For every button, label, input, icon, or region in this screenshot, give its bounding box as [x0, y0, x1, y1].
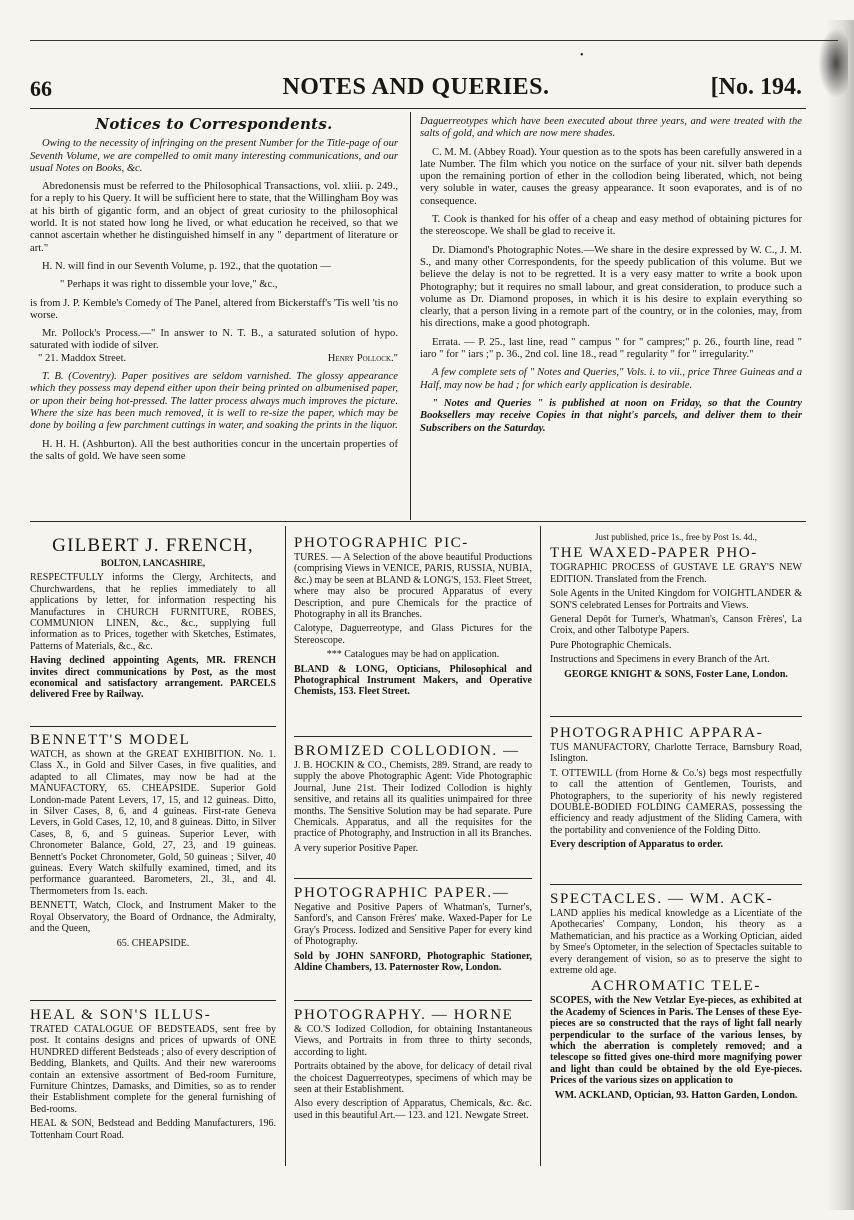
- header-rule: [30, 108, 806, 109]
- publication-title: NOTES AND QUERIES.: [282, 74, 550, 100]
- ad-paper: [294, 886, 532, 976]
- ad-apparatus-ottewill: T. OTTEWILL (from Horne & Co.'s) begs most respectfully to call the attention of Gentlemen, Tourists, and Photographers, to the superiority of his newly registered DOUBLE-BODIED FOLDING CAMERAS, possessing the efficiency and ready adjustment of the Sliding Camera, with the portability and convenience of the Folding Ditto.: [550, 767, 802, 836]
- ad-paper-title: PHOTOGRAPHIC PAPER.—: [294, 885, 510, 901]
- ad-waxed-instructions: Instructions and Specimens in every Branch of the Art.: [550, 654, 770, 666]
- ad-collodion-title: BROMIZED COLLODION. —: [294, 743, 520, 759]
- ad-waxed-agents: Sole Agents in the United Kingdom for VOIGHTLANDER & SON'S celebrated Lenses for Portraits and Views.: [550, 588, 802, 611]
- notice-complete-sets: A few complete sets of " Notes and Queries," Vols. i. to vii., price Three Guineas and a Half, may now be had ; for which early application is desirable.: [420, 367, 802, 391]
- ad-rule: [550, 884, 802, 885]
- ad-bennett-address: 65. CHEAPSIDE.: [116, 937, 190, 949]
- ad-horne: [294, 1008, 532, 1124]
- ad-rule: [30, 1000, 276, 1001]
- ad-rule: [294, 1000, 532, 1001]
- pollock-signature-line: [38, 353, 398, 365]
- ad-bennett-footer: BENNETT, Watch, Clock, and Instrument Maker to the Royal Observatory, the Board of Ordnance, the Admiralty, and the Queen,: [30, 900, 276, 935]
- issue-number: [No. 194.: [710, 74, 802, 100]
- ad-horne-title: PHOTOGRAPHY. — HORNE: [294, 1007, 514, 1023]
- pollock-signature: Henry Pollock.": [327, 352, 398, 364]
- ad-pictures: [294, 536, 532, 701]
- notices-right-column: [420, 116, 802, 441]
- ad-bennett-body: WATCH, as shown at the GREAT EXHIBITION. No. 1. Class X., in Gold and Silver Cases, in five qualities, and adapted to all Climates, may now be had at the MANUFACTORY, 65. CHEAPSIDE. Superior Gold London-made Patent Levers, 17, 15, and 12 guineas. Ditto, in Silver Cases, 8, 6, and 4 guineas. First-rate Geneva Levers, in Gold Cases, 12, 10, and 8 guineas. Ditto, in Silver Cases, 8, 6, and 5 guineas. Superior Lever, with Chronometer Balance, Gold, 27, 23, and 19 guineas. Bennett's Pocket Chronometer, Gold, 50 guineas ; Silver, 40 guineas. Every Watch skilfully examined, timed, and its performance guaranteed. Barometers, 2l., 3l., and 4l. Thermometers from 1s. each.: [30, 749, 276, 897]
- section-rule: [30, 521, 806, 522]
- ad-pictures-catalogues: *** Catalogues may be had on application.: [326, 649, 500, 661]
- notices-title: Notices to Correspondents.: [95, 115, 333, 133]
- ad-divider-1: [285, 526, 286, 1166]
- ad-heal-title: HEAL & SON'S ILLUS-: [30, 1007, 212, 1023]
- ad-divider-2: [540, 526, 541, 1166]
- ad-waxed-knight: GEORGE KNIGHT & SONS, Foster Lane, London.: [564, 668, 788, 680]
- ad-collodion-positive: A very superior Positive Paper.: [294, 842, 419, 854]
- notice-pollock: Mr. Pollock's Process.—" In answer to N. T. B., a saturated solution of hypo. saturated with iodide of silver.: [30, 328, 398, 352]
- ad-waxed-body: TOGRAPHIC PROCESS of GUSTAVE LE GRAY'S NEW EDITION. Translated from the French.: [550, 562, 802, 585]
- notices-left-column: [30, 116, 398, 469]
- notice-hn: H. N. will find in our Seventh Volume, p. 192., that the quotation —: [42, 260, 331, 272]
- ad-spectacles: [550, 892, 802, 1104]
- top-rule: [30, 40, 838, 41]
- column-divider: [410, 112, 411, 520]
- ad-collodion-body: J. B. HOCKIN & CO., Chemists, 289. Strand, are ready to supply the above Photographic Agent: Vide Photographic Journal, June 21st. Their Iodized Collodion is highly sensitive, and retains all its qualities unimpaired for three months. The Sensitive Solution may be had separate. Pure Chemicals. Apparatus, and all the requisites for the practice of Photography, and Instruction in all its Branches.: [294, 760, 532, 840]
- ad-bennett: [30, 733, 276, 952]
- ad-telescopes-body: SCOPES, with the New Vetzlar Eye-pieces, as exhibited at the Academy of Sciences in Paris. The Lenses of these Eye-pieces are so constructed that the rays of light fall nearly perpendicular to the surface of the various lenses, by which the aberration is completely removed; and a telescope so fitted gives one-third more magnifying power and light than could be obtained by the old Eye-pieces. Prices of the various sizes on application to: [550, 995, 802, 1087]
- ad-pictures-bland: BLAND & LONG, Opticians, Philosophical and Photographical Instrument Makers, and Operative Chemists, 153. Fleet Street.: [294, 663, 532, 698]
- dot-mark: •: [580, 50, 584, 61]
- ad-waxed-chemicals: Pure Photographic Chemicals.: [550, 639, 672, 651]
- ad-apparatus: [550, 726, 802, 854]
- ad-apparatus-title: PHOTOGRAPHIC APPARA-: [550, 725, 764, 741]
- ink-blot: [818, 28, 848, 98]
- ad-collodion: [294, 744, 532, 857]
- notice-title-page: Owing to the necessity of infringing on the present Number for the Title-page of our Seventh Volume, we are compelled to omit many interesting communications, and our usual Notes on Books, &c.: [30, 138, 398, 174]
- ad-apparatus-body: TUS MANUFACTORY, Charlotte Terrace, Barnsbury Road, Islington.: [550, 742, 802, 765]
- notice-coventry: T. B. (Coventry). Paper positives are seldom varnished. The glossy appearance which they possess may depend either upon their being printed on albumenised paper, or upon their being hot-pressed. The latter process always much improves the picture. Where the size has been much removed, it is well to re-size the paper, which may be done by boiling a few parchment cuttings in water, and soaking the prints in the liquor.: [30, 371, 398, 432]
- ad-horne-apparatus: Also every description of Apparatus, Chemicals, &c. &c. used in this beautiful Art.— 123. and 121. Newgate Street.: [294, 1098, 532, 1121]
- ad-spectacles-title: SPECTACLES. — WM. ACK-: [550, 891, 774, 907]
- ad-telescopes-title: ACHROMATIC TELE-: [591, 978, 761, 995]
- notice-cook: T. Cook is thanked for his offer of a cheap and easy method of obtaining pictures for the stereoscope. We shall be glad to receive it.: [420, 214, 802, 238]
- ad-pictures-calotype: Calotype, Daguerreotype, and Glass Pictures for the Stereoscope.: [294, 623, 532, 646]
- ad-waxed: [550, 532, 802, 683]
- ad-pictures-body: TURES. — A Selection of the above beautiful Productions (comprising Views in VENICE, PARIS, RUSSIA, NUBIA, &c.) may be seen at BLAND & LONG'S, 153. Fleet Street, where may also be procured Apparatus of every Description, and pure Chemicals for the practice of Photography in all its Branches.: [294, 552, 532, 621]
- ad-heal-footer: HEAL & SON, Bedstead and Bedding Manufacturers, 196. Tottenham Court Road.: [30, 1118, 276, 1141]
- notice-publication: " Notes and Queries " is published at noon on Friday, so that the Country Booksellers may receive Copies in that night's parcels, and deliver them to their Subscribers on the Saturday.: [420, 397, 802, 434]
- page-edge-shadow: [826, 20, 854, 1210]
- ad-apparatus-order: Every description of Apparatus to order.: [550, 839, 723, 851]
- pollock-address: " 21. Maddox Street.: [38, 352, 127, 364]
- ad-rule: [294, 878, 532, 879]
- ad-french: [30, 536, 276, 704]
- ad-waxed-depot: General Depôt for Turner's, Whatman's, Canson Frères', La Croix, and other Talbotype Papers.: [550, 614, 802, 637]
- ad-waxed-title: THE WAXED-PAPER PHO-: [550, 545, 758, 562]
- ad-rule: [294, 736, 532, 737]
- notice-cmm: C. M. M. (Abbey Road). Your question as to the spots has been carefully answered in a late Number. The film which you notice on the surface of your nit. silver bath depends upon the remaining portion of ether in the collodion being liberated, which, not being very soluble in water, causes the greasy appearance. It soon evaporates, and is of no consequence.: [420, 146, 802, 207]
- ad-french-name: GILBERT J. FRENCH,: [52, 535, 254, 556]
- ad-heal-body: TRATED CATALOGUE OF BEDSTEADS, sent free by post. It contains designs and prices of upwards of ONE HUNDRED different Bedsteads ; also of every description of Bedding, Blankets, and Quilts. And their new warerooms contain an extensive assortment of Bed-room Furniture, Furniture Chintzes, Damasks, and Dimities, so as to render their Establishment complete for the general furnishing of Bed-rooms.: [30, 1024, 276, 1115]
- notice-quotation: " Perhaps it was right to dissemble your love," &c.,: [60, 279, 278, 291]
- notice-errata: Errata. — P. 25., last line, read " campus " for " campres;" p. 26., fourth line, read " iaro " for " iars ;" p. 36., 2nd col. line 18., read " regularity " for " irregularity.": [420, 336, 802, 361]
- notice-diamond: Dr. Diamond's Photographic Notes.—We share in the desire expressed by W. C., J. M. S., and many other Correspondents, for the speedy publication of this volume. But we believe the delay is not to be regretted. It is a very easy matter to write a book upon Photography; but it requires no small labour, and great consideration, to produce such a volume as Dr. Diamond proposes, in which it is his desire to explain everything so clearly, that a person living in a remote part of the country, or in the colonies, may, from his directions, make a good photograph.: [420, 244, 802, 330]
- ad-french-place: BOLTON, LANCASHIRE,: [100, 558, 206, 568]
- ad-paper-body: Negative and Positive Papers of Whatman's, Turner's, Sanford's, and Canson Frères' make. Waxed-Paper for Le Gray's Process. Iodized and Sensitive Paper for every kind of Photography.: [294, 902, 532, 948]
- ad-heal: [30, 1008, 276, 1144]
- ad-pictures-title: PHOTOGRAPHIC PIC-: [294, 535, 469, 551]
- ad-waxed-pre: Just published, price 1s., free by Post 1s. 4d.,: [595, 532, 757, 542]
- ad-french-note: Having declined appointing Agents, MR. FRENCH invites direct communications by Post, as the most economical and satisfactory arrangement. PARCELS delivered Free by Railway.: [30, 655, 276, 701]
- ad-rule: [550, 716, 802, 717]
- ad-horne-body: & CO.'S Iodized Collodion, for obtaining Instantaneous Views, and Portraits in from three to thirty seconds, according to light.: [294, 1024, 532, 1058]
- ad-rule: [30, 726, 276, 727]
- ad-bennett-title: BENNETT'S MODEL: [30, 732, 191, 748]
- ad-paper-sanford: Sold by JOHN SANFORD, Photographic Stationer, Aldine Chambers, 13. Paternoster Row, London.: [294, 950, 532, 974]
- notice-ashburton: H. H. H. (Ashburton). All the best authorities concur in the uncertain properties of the salts of gold. We have seen some: [30, 438, 398, 462]
- ad-spectacles-body: LAND applies his medical knowledge as a Licentiate of the Apothecaries' Company, London, his theory as a Mathematician, and his practice as a Working Optician, aided by Smee's Optometer, in the selection of Spectacles suitable to every derangement of vision, so as to preserve the sight to extreme old age.: [550, 908, 802, 977]
- ad-french-body: RESPECTFULLY informs the Clergy, Architects, and Churchwardens, that he replies immediately to all applications by letter, for information respecting his Manufactures in CHURCH FURNITURE, ROBES, COMMUNION LINEN, &c., &c., supplying full information as to Prices, together with Sketches, Estimates, Patterns of Materials, &c., &c.: [30, 572, 276, 652]
- page-header: [30, 72, 802, 106]
- page-number: 66: [30, 76, 52, 101]
- ad-ackland-address: WM. ACKLAND, Optician, 93. Hatton Garden, London.: [554, 1089, 798, 1101]
- notice-kemble: is from J. P. Kemble's Comedy of The Panel, altered from Bickerstaff's 'Tis well 'tis no worse.: [30, 297, 398, 321]
- notice-daguerreotypes: Daguerreotypes which have been executed about three years, and were treated with the salts of gold, and which are now mere shades.: [420, 116, 802, 140]
- notice-abredonensis: Abredonensis must be referred to the Philosophical Transactions, vol. xliii. p. 249., for a reply to his Query. It will be sufficient here to state, that the Willingham Boy was at his birth of gigantic form, and an object of great curiosity to the philosophical world. It is not stated how long he lived, or what education he received, so that we cannot ascertain whether he distinguished himself in any " department of literature or art.": [30, 181, 398, 254]
- ad-horne-portraits: Portraits obtained by the above, for delicacy of detail rival the choicest Daguerreotypes, specimens of which may be seen at their Establishment.: [294, 1061, 532, 1096]
